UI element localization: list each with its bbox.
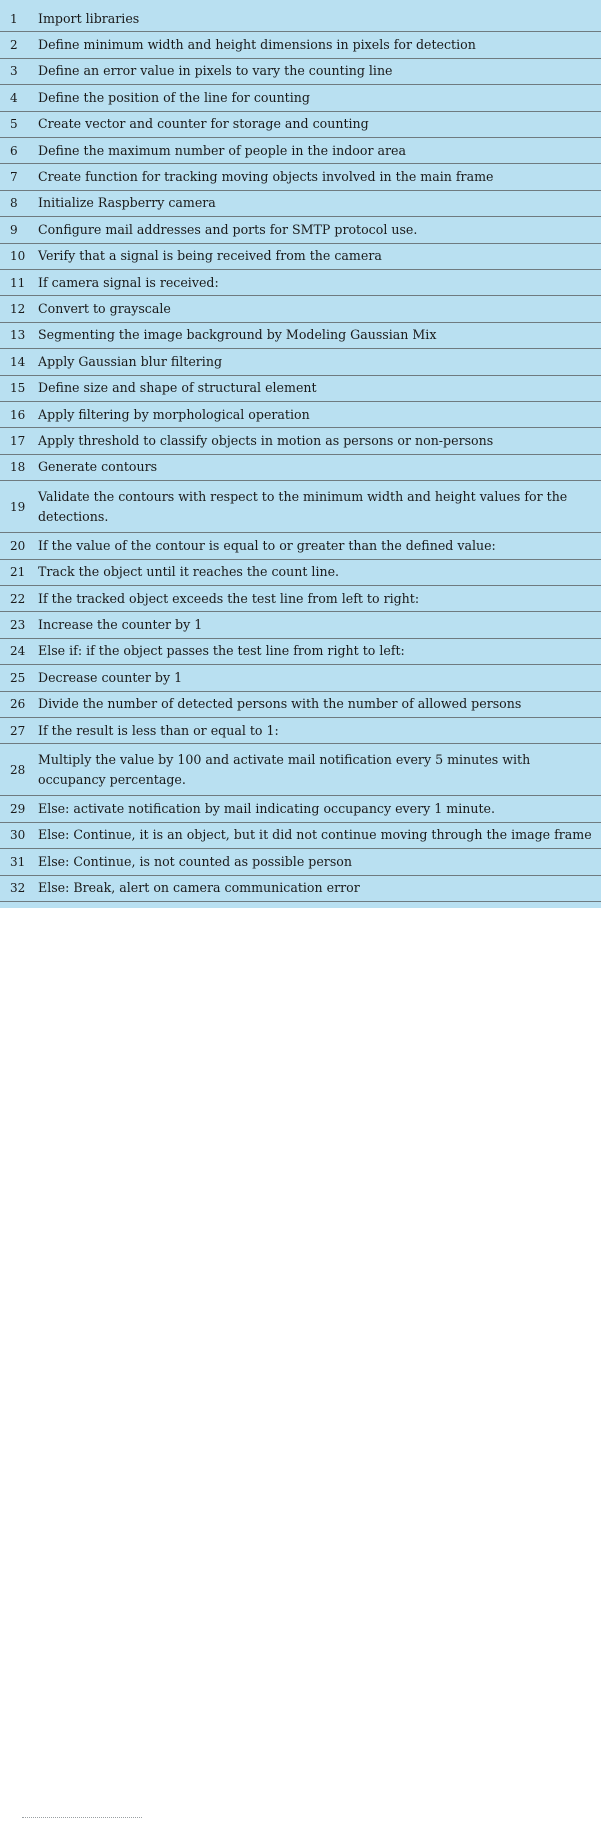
table-row	[0, 455, 601, 481]
step-number: 31	[10, 854, 26, 869]
table-row	[0, 402, 601, 428]
step-text: Initialize Raspberry camera	[38, 195, 216, 211]
step-number: 11	[10, 275, 26, 290]
step-number: 26	[10, 697, 26, 712]
table-row	[0, 718, 601, 744]
step-number: 23	[10, 618, 26, 633]
step-number: 13	[10, 328, 26, 343]
step-number: 9	[10, 222, 18, 237]
step-number: 2	[10, 38, 18, 53]
step-number: 27	[10, 723, 26, 738]
step-text: Import libraries	[38, 10, 140, 26]
step-text: Multiply the value by 100 and activate mail notification every 5 minutes with occupancy percentage.	[38, 751, 531, 787]
step-text: Else if: if the object passes the test line from right to left:	[38, 643, 405, 659]
step-number: 17	[10, 434, 26, 449]
step-number: 3	[10, 64, 18, 79]
step-text: Create function for tracking moving objects involved in the main frame	[38, 169, 494, 185]
table-row	[0, 59, 601, 85]
step-number: 29	[10, 802, 26, 817]
step-number: 18	[10, 460, 26, 475]
step-text: Else: activate notification by mail indicating occupancy every 1 minute.	[38, 801, 495, 817]
table-row	[0, 692, 601, 718]
table-row	[0, 349, 601, 375]
table-row	[0, 296, 601, 322]
table-row	[0, 191, 601, 217]
step-number: 20	[10, 538, 26, 553]
step-text: If camera signal is received:	[38, 274, 219, 290]
step-number: 5	[10, 117, 18, 132]
step-text: Create vector and counter for storage and counting	[38, 116, 369, 132]
table-row	[0, 112, 601, 138]
step-number: 14	[10, 354, 26, 369]
step-text: If the value of the contour is equal to or greater than the defined value:	[38, 537, 496, 553]
table-row	[0, 586, 601, 612]
step-text: Else: Break, alert on camera communication error	[38, 880, 360, 896]
step-number: 24	[10, 644, 26, 659]
table-row	[0, 428, 601, 454]
step-number: 28	[10, 762, 26, 777]
step-text: Apply threshold to classify objects in motion as persons or non-persons	[38, 433, 494, 449]
step-text: If the result is less than or equal to 1:	[38, 722, 279, 738]
step-number: 7	[10, 170, 18, 185]
table-row	[0, 823, 601, 849]
step-number: 12	[10, 302, 26, 317]
algorithm-table	[0, 0, 601, 908]
step-text: Track the object until it reaches the count line.	[38, 564, 340, 580]
table-row	[0, 323, 601, 349]
table-row	[0, 138, 601, 164]
table-row	[0, 6, 601, 32]
table-row	[0, 560, 601, 586]
step-number: 16	[10, 407, 26, 422]
table-row	[0, 32, 601, 58]
step-text: Define minimum width and height dimensions in pixels for detection	[38, 37, 476, 53]
step-text: Apply Gaussian blur filtering	[38, 353, 223, 369]
table-row	[0, 744, 601, 796]
step-text: Convert to grayscale	[38, 301, 171, 317]
table-row	[0, 244, 601, 270]
step-text: Define size and shape of structural element	[38, 380, 317, 396]
table-row	[0, 612, 601, 638]
step-number: 21	[10, 565, 26, 580]
step-text: Configure mail addresses and ports for SMTP protocol use.	[38, 221, 418, 237]
step-text: Apply filtering by morphological operation	[38, 406, 310, 422]
table-row	[0, 164, 601, 190]
step-number: 4	[10, 90, 18, 105]
step-text: Define the position of the line for counting	[38, 89, 310, 105]
table-row	[0, 639, 601, 665]
step-text: Verify that a signal is being received from the camera	[38, 248, 382, 264]
step-text: Generate contours	[38, 459, 158, 475]
table-row	[0, 876, 601, 902]
step-number: 22	[10, 591, 26, 606]
step-text: Segmenting the image background by Modeling Gaussian Mix	[38, 327, 437, 343]
step-number: 6	[10, 143, 18, 158]
step-number: 32	[10, 881, 26, 896]
step-number: 10	[10, 249, 26, 264]
table-row	[0, 665, 601, 691]
step-text: If the tracked object exceeds the test line from left to right:	[38, 590, 420, 606]
step-number: 30	[10, 828, 26, 843]
footer-divider	[22, 1817, 142, 1821]
step-number: 25	[10, 670, 26, 685]
table-row	[0, 85, 601, 111]
page-footer	[0, 908, 601, 915]
step-text: Define an error value in pixels to vary the counting line	[38, 63, 393, 79]
step-text: Else: Continue, it is an object, but it did not continue moving through the image frame	[38, 827, 592, 843]
step-text: Increase the counter by 1	[38, 617, 203, 633]
step-text: Define the maximum number of people in the indoor area	[38, 142, 406, 158]
step-text: Decrease counter by 1	[38, 669, 183, 685]
step-text: Else: Continue, is not counted as possible person	[38, 853, 352, 869]
table-row	[0, 217, 601, 243]
step-number: 19	[10, 499, 26, 514]
step-text: Validate the contours with respect to the minimum width and height values for the detections.	[38, 488, 568, 524]
table-row	[0, 376, 601, 402]
table-row	[0, 849, 601, 875]
step-number: 8	[10, 196, 18, 211]
step-number: 1	[10, 11, 18, 26]
table-row	[0, 533, 601, 559]
table-row	[0, 796, 601, 822]
step-number: 15	[10, 381, 26, 396]
table-row	[0, 270, 601, 296]
step-text: Divide the number of detected persons with the number of allowed persons	[38, 696, 522, 712]
table-row	[0, 481, 601, 533]
